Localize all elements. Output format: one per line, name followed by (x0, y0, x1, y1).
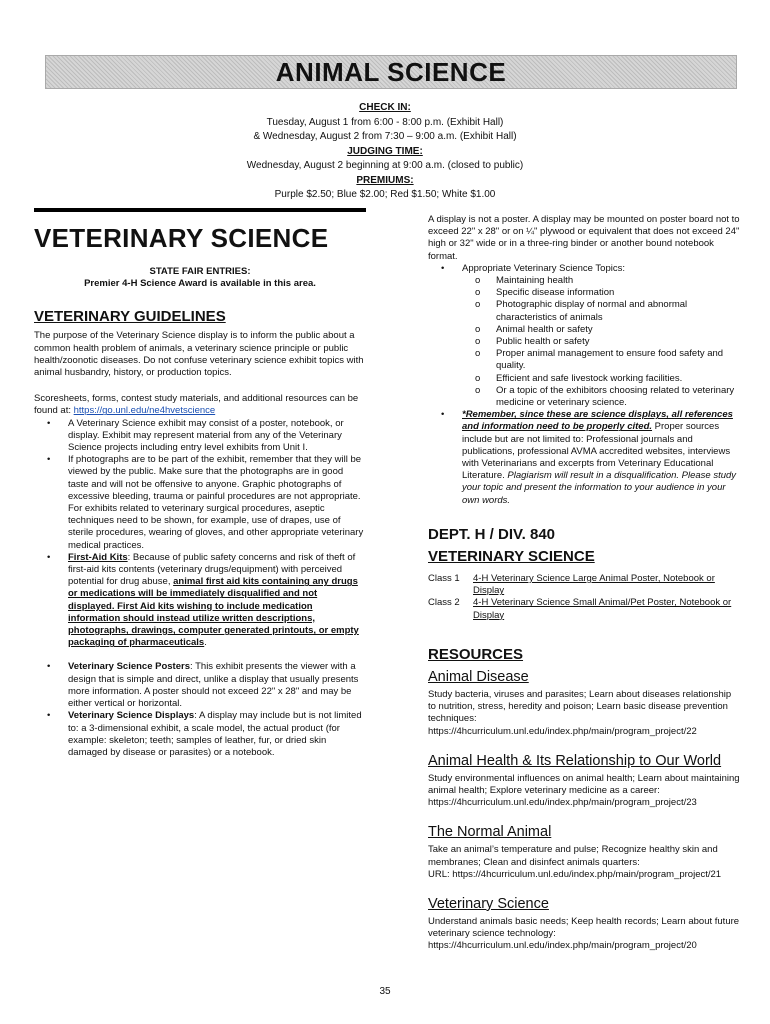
resources-intro: Scoresheets, forms, contest study materials, and additional resources can be found at: (34, 393, 359, 417)
topic-text: Animal health or safety (496, 323, 593, 335)
resource-url[interactable]: https://4hcurriculum.unl.edu/index.php/main/program_project/20 (428, 940, 697, 952)
circle-bullet-icon: o (475, 348, 481, 360)
section-banner (45, 55, 737, 89)
resource-item (428, 823, 740, 881)
list-item (428, 287, 740, 299)
resources-paragraph (34, 393, 366, 417)
checkin-line-1: Tuesday, August 1 from 6:00 - 8:00 p.m. (Exhibit Hall) (266, 116, 504, 128)
premiums-line: Purple $2.50; Blue $2.00; Red $1.50; White $1.00 (274, 189, 496, 200)
list-item (428, 299, 740, 323)
posters-label: Veterinary Science Posters (68, 661, 190, 673)
bullet-text: A Veterinary Science exhibit may consist of a poster, notebook, or display. Exhibit may represent material from any of the Veterinary Science projects including entry level exhibits from Unit I. (68, 417, 344, 454)
resource-url[interactable]: https://4hcurriculum.unl.edu/index.php/main/program_project/22 (428, 725, 697, 737)
topic-text: Proper animal management to ensure food safety and quality. (496, 348, 724, 372)
dept-title: VETERINARY SCIENCE (428, 547, 595, 565)
first-aid-end: . (204, 637, 207, 649)
resource-title: Animal Disease (428, 668, 529, 685)
circle-bullet-icon: o (475, 384, 481, 396)
checkin-label: CHECK IN: (359, 102, 411, 113)
list-item (34, 552, 366, 650)
plagiarism-note: Plagiarism will result in a disqualification. Please study your topic and present the information to your audience in your own words. (462, 470, 737, 506)
state-fair-label: STATE FAIR ENTRIES: (149, 266, 251, 277)
state-fair-text: Premier 4-H Science Award is available in this area. (84, 278, 316, 290)
list-item (34, 418, 366, 455)
guidelines-list (34, 418, 366, 759)
class-list (428, 573, 740, 622)
resources-heading: RESOURCES (428, 645, 524, 663)
list-item (428, 373, 740, 385)
list-item (428, 263, 740, 275)
topics-list (428, 263, 740, 275)
bullet-icon: • (47, 710, 51, 722)
list-item (34, 454, 366, 552)
state-fair-entries (34, 266, 366, 290)
citation-text: Proper sources include but are not limited to: Professional journals and publications, professional AVMA accredited websites, interviews with Veterinarians and excerpts from Veterinary Educational Literature. (462, 421, 731, 482)
posters-text: : This exhibit presents the viewer with a design that is simple and direct, unlike a display that usually presents more information. A poster should not exceed 22" x 28" and may be either vertical or horizontal. (68, 661, 359, 710)
class-title: 4-H Veterinary Science Small Animal/Pet Poster, Notebook or Display (473, 597, 732, 621)
resource-url[interactable]: https://4hcurriculum.unl.edu/index.php/main/program_project/23 (428, 797, 697, 809)
topic-text: Maintaining health (496, 275, 574, 287)
section-title: ANIMAL SCIENCE (275, 57, 507, 87)
list-item (428, 385, 740, 409)
resource-title: The Normal Animal (428, 824, 552, 841)
veterinary-science-title: VETERINARY SCIENCE (34, 223, 329, 253)
citation-note (428, 409, 740, 507)
display-continued: A display is not a poster. A display may be mounted on poster board not to exceed 22" x 28" or on ¼" plywood or equivalent that does not exceed 24" high or 32" wide or in a three-ring binder or another bound notebook format. (428, 214, 740, 262)
resource-title: Veterinary Science (428, 895, 549, 912)
resource-desc: Understand animals basic needs; Keep health records; Learn about future veterinary science technology: (428, 915, 740, 940)
left-column (34, 208, 366, 759)
premiums-label: PREMIUMS: (356, 174, 414, 186)
first-aid-warning: animal first aid kits containing any drugs or medications will be immediately disqualified and not displayed. First Aid kits wishing to include medication information should instead utilize written descriptions, photographs, drawings, computer generated printouts, or empty packaging of pharmaceuticals (68, 576, 359, 649)
class-row (428, 597, 740, 621)
list-item (428, 348, 740, 372)
resource-item (428, 752, 740, 810)
resources-link[interactable]: https://go.unl.edu/ne4hvetscience (73, 405, 216, 417)
resource-item (428, 895, 740, 953)
list-item (428, 275, 740, 287)
judging-label: JUDGING TIME: (347, 145, 423, 157)
resource-desc: Take an animal’s temperature and pulse; Recognize healthy skin and membranes; Clean and disinfect animals quarters: (428, 844, 718, 868)
resource-title: Animal Health & Its Relationship to Our World (428, 752, 722, 769)
dept-heading: DEPT. H / DIV. 840 (428, 525, 556, 543)
bullet-icon: • (47, 551, 51, 563)
bullet-icon: • (47, 417, 51, 429)
class-number: Class 2 (428, 597, 460, 609)
list-item (428, 324, 740, 336)
first-aid-text: : Because of public safety concerns and risk of theft of first-aid kits contents (veterinary drugs/equipment) with perceived potential for drug abuse, (68, 551, 356, 588)
bullet-icon: • (47, 661, 51, 673)
page-number: 35 (379, 986, 391, 997)
circle-bullet-icon: o (475, 323, 481, 335)
bullet-icon: • (441, 409, 445, 421)
list-item (34, 661, 366, 710)
circle-bullet-icon: o (475, 287, 481, 299)
topics-sublist (428, 275, 740, 409)
circle-bullet-icon: o (475, 336, 481, 348)
first-aid-label: First-Aid Kits (68, 551, 128, 563)
checkin-line-2: & Wednesday, August 2 from 7:30 – 9:00 a.m. (Exhibit Hall) (253, 131, 517, 142)
bullet-icon: • (47, 454, 51, 466)
event-info (0, 101, 770, 203)
resource-desc: Study bacteria, viruses and parasites; Learn about diseases relationship to nutrition, stress, heredity and poison; Learn basic disease prevention techniques: (428, 688, 732, 725)
bullet-text: If photographs are to be part of the exhibit, remember that they will be viewed by the public. Make sure that the photographs are in good taste and will not be offensive to anyone. Graphic photographs of excessive bleeding, trauma or painful procedures are not appropriate. For exhibits related to veterinary surgical procedures, aseptic techniques need to be shown, for example, use of drapes, use of sterile procedures, wearing of gloves, and other appropriate veterinary medical practices. (68, 454, 364, 551)
bullet-icon: • (441, 262, 445, 274)
displays-text: : A display may include but is not limited to: a 3-dimensional exhibit, a scale model, the actual product (for example: skeleton; teeth; samples of leather, fur, or dried skin damaged by disease or parasites) or a notebook. (68, 710, 362, 758)
circle-bullet-icon: o (475, 275, 481, 287)
resource-url[interactable]: URL: https://4hcurriculum.unl.edu/index.php/main/program_project/21 (428, 868, 722, 880)
judging-line: Wednesday, August 2 beginning at 9:00 a.m. (closed to public) (246, 160, 524, 171)
title-rule (34, 208, 366, 212)
class-title: 4-H Veterinary Science Large Animal Poster, Notebook or Display (473, 573, 715, 597)
topic-text: Efficient and safe livestock working facilities. (496, 372, 683, 384)
topic-text: Specific disease information (496, 287, 615, 299)
class-number: Class 1 (428, 573, 460, 585)
circle-bullet-icon: o (475, 372, 481, 384)
resource-item (428, 668, 740, 738)
displays-label: Veterinary Science Displays (68, 710, 195, 722)
topic-text: Public health or safety (496, 336, 590, 348)
topic-text: Photographic display of normal and abnormal characteristics of animals (496, 299, 688, 323)
citation-warning: *Remember, since these are science displays, all references and information need to be properly cited. (462, 409, 733, 433)
topic-text: Or a topic of the exhibitors choosing related to veterinary medicine or veterinary science. (496, 384, 735, 409)
class-row (428, 573, 740, 597)
list-item (428, 336, 740, 348)
list-item (428, 409, 740, 507)
purpose-paragraph: The purpose of the Veterinary Science display is to inform the public about a common health problem of animals, a veterinary science principle or public health/zoonotic diseases. Do not confuse veterinary science exhibit topics with animal husbandry, history, or production topics. (34, 330, 364, 379)
resource-desc: Study environmental influences on animal health; Learn about maintaining animal health; Explore veterinary medicine as a career: (428, 772, 740, 796)
circle-bullet-icon: o (475, 299, 481, 311)
topics-heading: Appropriate Veterinary Science Topics: (462, 262, 625, 274)
right-column (428, 214, 740, 953)
guidelines-heading: VETERINARY GUIDELINES (34, 308, 226, 326)
list-item (34, 710, 366, 759)
